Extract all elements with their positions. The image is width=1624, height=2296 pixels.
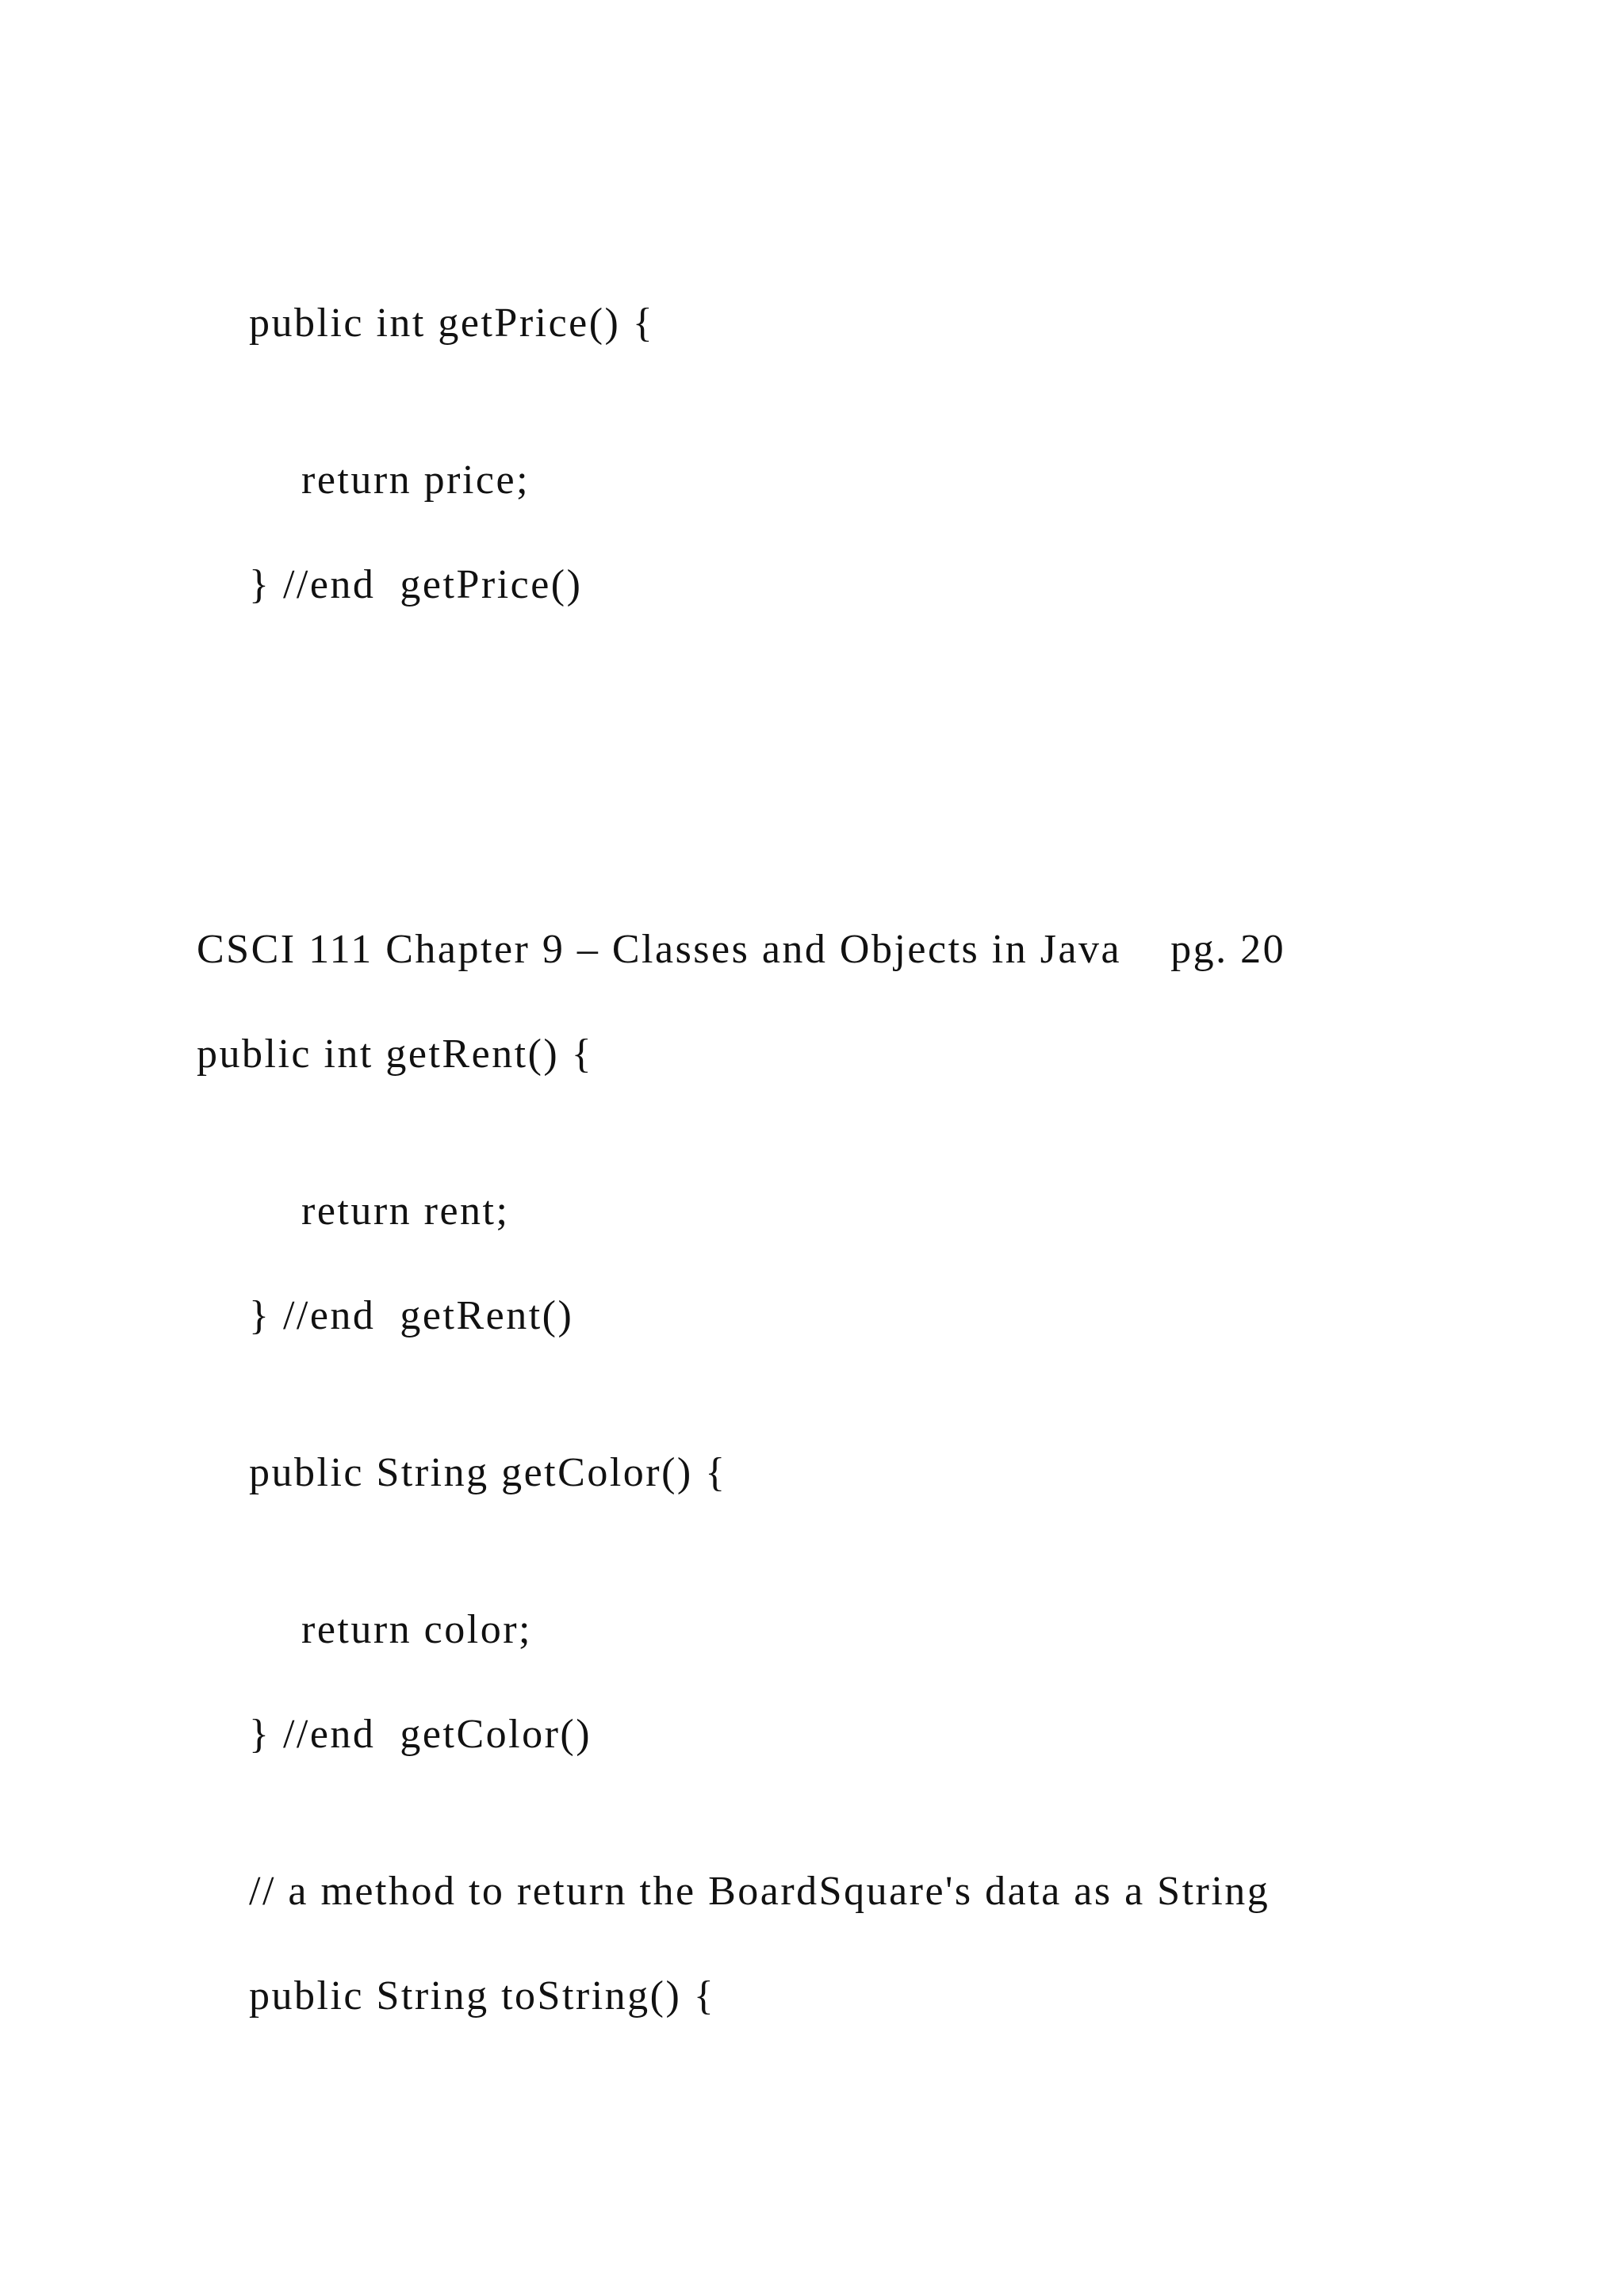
code-line-getcolor-signature: public String getColor() { [249,1450,727,1495]
code-line-end-getrent: } //end getRent() [249,1293,574,1338]
code-line-getprice-signature: public int getPrice() { [249,300,655,346]
code-line-return-color: return color; [301,1607,532,1652]
code-line-tostring-signature: public String toString() { [249,1973,716,2019]
code-line-end-getcolor: } //end getColor() [249,1712,592,1757]
code-line-getrent-signature: public int getRent() { [197,1031,594,1077]
code-line-end-getprice: } //end getPrice() [249,562,583,607]
code-comment-tostring: // a method to return the BoardSquare's data as a String [249,1869,1270,1914]
code-line-return-price: return price; [301,457,530,503]
page-header: CSCI 111 Chapter 9 – Classes and Objects in Java pg. 20 [197,927,1286,972]
code-line-return-rent: return rent; [301,1188,510,1234]
